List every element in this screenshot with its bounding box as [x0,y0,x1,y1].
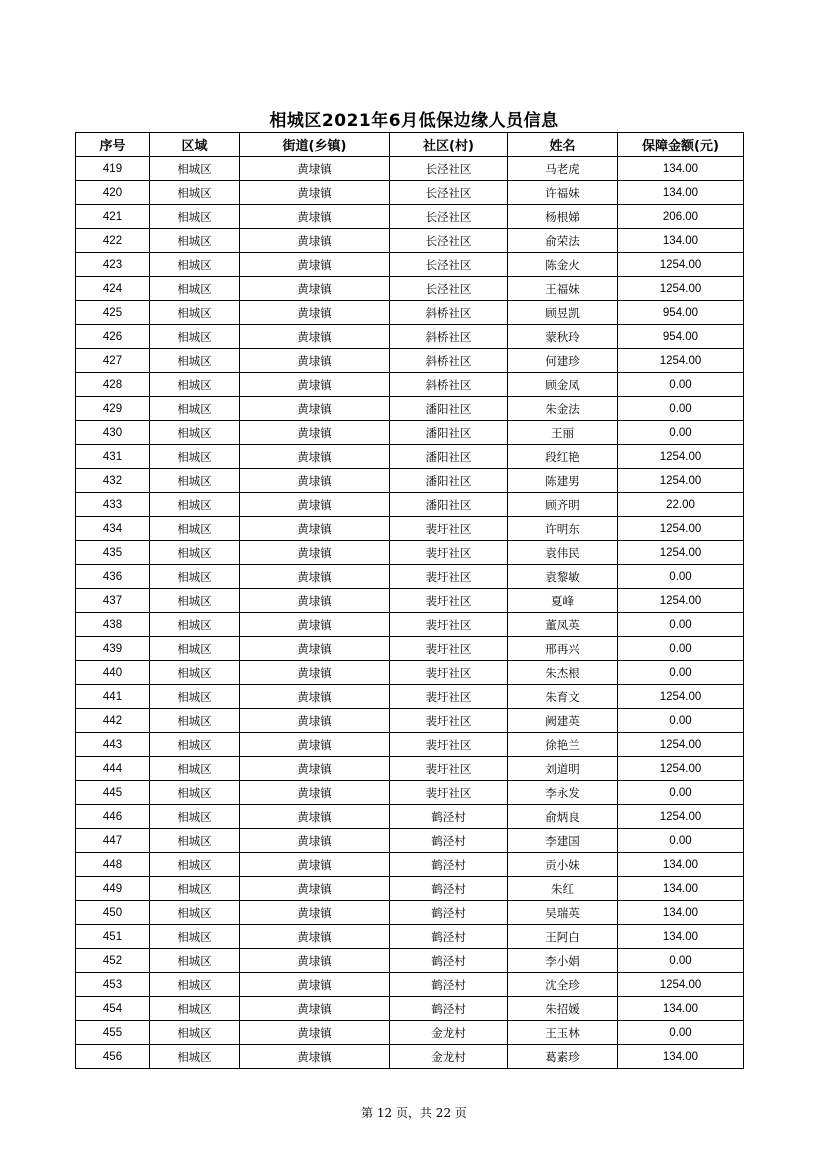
cell-amount: 1254.00 [618,277,744,301]
cell-community: 鹤泾村 [390,853,508,877]
cell-amount: 0.00 [618,637,744,661]
cell-amount: 1254.00 [618,685,744,709]
cell-region: 相城区 [150,469,240,493]
table-row [76,757,744,781]
cell-street: 黄埭镇 [240,157,390,181]
cell-street: 黄埭镇 [240,589,390,613]
table-row [76,877,744,901]
cell-region: 相城区 [150,709,240,733]
cell-name: 俞荣法 [508,229,618,253]
cell-seq: 435 [76,541,150,565]
cell-community: 裴圩社区 [390,541,508,565]
cell-seq: 456 [76,1045,150,1069]
cell-community: 金龙村 [390,1045,508,1069]
cell-region: 相城区 [150,781,240,805]
cell-amount: 134.00 [618,157,744,181]
table-row [76,301,744,325]
cell-community: 长泾社区 [390,253,508,277]
cell-name: 董凤英 [508,613,618,637]
cell-seq: 433 [76,493,150,517]
cell-region: 相城区 [150,877,240,901]
table-row [76,541,744,565]
cell-seq: 451 [76,925,150,949]
cell-seq: 447 [76,829,150,853]
cell-street: 黄埭镇 [240,181,390,205]
cell-amount: 0.00 [618,565,744,589]
cell-street: 黄埭镇 [240,397,390,421]
cell-community: 裴圩社区 [390,757,508,781]
cell-name: 徐艳兰 [508,733,618,757]
table-row [76,373,744,397]
cell-street: 黄埭镇 [240,277,390,301]
cell-amount: 134.00 [618,181,744,205]
cell-region: 相城区 [150,541,240,565]
cell-community: 鹤泾村 [390,949,508,973]
cell-name: 王阿白 [508,925,618,949]
cell-street: 黄埭镇 [240,421,390,445]
cell-community: 鹤泾村 [390,805,508,829]
header-row [76,133,744,157]
cell-seq: 438 [76,613,150,637]
cell-region: 相城区 [150,493,240,517]
cell-region: 相城区 [150,421,240,445]
cell-amount: 134.00 [618,997,744,1021]
cell-region: 相城区 [150,973,240,997]
cell-street: 黄埭镇 [240,973,390,997]
cell-region: 相城区 [150,277,240,301]
cell-seq: 420 [76,181,150,205]
cell-region: 相城区 [150,1045,240,1069]
table-row [76,229,744,253]
cell-seq: 425 [76,301,150,325]
cell-community: 长泾社区 [390,205,508,229]
data-table [75,132,744,1069]
cell-street: 黄埭镇 [240,205,390,229]
document-title: 相城区2021年6月低保边缘人员信息 [269,111,559,131]
cell-name: 朱红 [508,877,618,901]
cell-amount: 1254.00 [618,253,744,277]
cell-seq: 421 [76,205,150,229]
table-row [76,805,744,829]
cell-name: 邢再兴 [508,637,618,661]
cell-region: 相城区 [150,853,240,877]
cell-seq: 423 [76,253,150,277]
table-row [76,493,744,517]
cell-street: 黄埭镇 [240,661,390,685]
cell-street: 黄埭镇 [240,805,390,829]
header-community: 社区(村) [390,133,508,157]
cell-seq: 419 [76,157,150,181]
cell-seq: 439 [76,637,150,661]
cell-amount: 1254.00 [618,805,744,829]
cell-community: 裴圩社区 [390,685,508,709]
cell-name: 何建珍 [508,349,618,373]
header-amount: 保障金额(元) [618,133,744,157]
cell-seq: 455 [76,1021,150,1045]
cell-seq: 444 [76,757,150,781]
cell-region: 相城区 [150,589,240,613]
cell-seq: 424 [76,277,150,301]
header-name: 姓名 [508,133,618,157]
cell-street: 黄埭镇 [240,781,390,805]
cell-street: 黄埭镇 [240,877,390,901]
cell-seq: 453 [76,973,150,997]
header-seq: 序号 [76,133,150,157]
cell-region: 相城区 [150,349,240,373]
cell-name: 阙建英 [508,709,618,733]
cell-community: 裴圩社区 [390,613,508,637]
cell-amount: 134.00 [618,853,744,877]
cell-region: 相城区 [150,829,240,853]
cell-region: 相城区 [150,325,240,349]
cell-region: 相城区 [150,757,240,781]
table-row [76,445,744,469]
table-row [76,517,744,541]
cell-street: 黄埭镇 [240,853,390,877]
cell-name: 陈建男 [508,469,618,493]
table-row [76,733,744,757]
table-row [76,349,744,373]
cell-street: 黄埭镇 [240,949,390,973]
cell-seq: 431 [76,445,150,469]
cell-community: 裴圩社区 [390,517,508,541]
cell-amount: 0.00 [618,829,744,853]
cell-amount: 134.00 [618,229,744,253]
cell-community: 裴圩社区 [390,733,508,757]
table-row [76,1045,744,1069]
cell-region: 相城区 [150,229,240,253]
cell-community: 潘阳社区 [390,445,508,469]
cell-community: 长泾社区 [390,229,508,253]
table-row [76,901,744,925]
cell-amount: 1254.00 [618,541,744,565]
cell-region: 相城区 [150,925,240,949]
cell-region: 相城区 [150,253,240,277]
cell-street: 黄埭镇 [240,709,390,733]
cell-street: 黄埭镇 [240,829,390,853]
cell-seq: 441 [76,685,150,709]
cell-community: 鹤泾村 [390,973,508,997]
table-row [76,637,744,661]
cell-name: 朱金法 [508,397,618,421]
cell-seq: 430 [76,421,150,445]
table-row [76,613,744,637]
cell-name: 刘道明 [508,757,618,781]
cell-seq: 429 [76,397,150,421]
cell-community: 裴圩社区 [390,589,508,613]
cell-street: 黄埭镇 [240,541,390,565]
cell-amount: 954.00 [618,301,744,325]
table-row [76,205,744,229]
cell-community: 鹤泾村 [390,925,508,949]
cell-region: 相城区 [150,949,240,973]
cell-region: 相城区 [150,901,240,925]
cell-seq: 443 [76,733,150,757]
cell-amount: 0.00 [618,613,744,637]
cell-community: 长泾社区 [390,277,508,301]
header-street: 街道(乡镇) [240,133,390,157]
cell-seq: 434 [76,517,150,541]
cell-name: 顾金凤 [508,373,618,397]
cell-seq: 426 [76,325,150,349]
cell-amount: 206.00 [618,205,744,229]
table-row [76,925,744,949]
cell-street: 黄埭镇 [240,997,390,1021]
cell-community: 裴圩社区 [390,637,508,661]
cell-community: 斜桥社区 [390,325,508,349]
cell-region: 相城区 [150,733,240,757]
cell-community: 裴圩社区 [390,661,508,685]
cell-seq: 449 [76,877,150,901]
cell-name: 袁伟民 [508,541,618,565]
cell-amount: 0.00 [618,709,744,733]
cell-name: 王玉林 [508,1021,618,1045]
cell-amount: 134.00 [618,877,744,901]
cell-street: 黄埭镇 [240,733,390,757]
cell-region: 相城区 [150,1021,240,1045]
cell-amount: 134.00 [618,901,744,925]
cell-seq: 454 [76,997,150,1021]
table-row [76,853,744,877]
cell-name: 顾齐明 [508,493,618,517]
cell-name: 许福妹 [508,181,618,205]
table-row [76,661,744,685]
cell-region: 相城区 [150,397,240,421]
page-footer: 第 12 页，共 22 页 [361,1106,467,1120]
table-row [76,685,744,709]
cell-street: 黄埭镇 [240,373,390,397]
cell-region: 相城区 [150,205,240,229]
cell-region: 相城区 [150,373,240,397]
cell-region: 相城区 [150,613,240,637]
cell-name: 蒙秋玲 [508,325,618,349]
header-region: 区域 [150,133,240,157]
cell-region: 相城区 [150,661,240,685]
cell-seq: 427 [76,349,150,373]
cell-name: 杨根娣 [508,205,618,229]
cell-name: 夏峰 [508,589,618,613]
cell-name: 李建国 [508,829,618,853]
cell-amount: 1254.00 [618,469,744,493]
cell-seq: 437 [76,589,150,613]
cell-seq: 442 [76,709,150,733]
cell-name: 李小娟 [508,949,618,973]
table-row [76,949,744,973]
cell-community: 裴圩社区 [390,709,508,733]
cell-amount: 0.00 [618,397,744,421]
cell-street: 黄埭镇 [240,301,390,325]
cell-street: 黄埭镇 [240,925,390,949]
table-row [76,589,744,613]
cell-amount: 0.00 [618,949,744,973]
cell-street: 黄埭镇 [240,613,390,637]
table-row [76,997,744,1021]
cell-region: 相城区 [150,181,240,205]
table-row [76,565,744,589]
cell-amount: 0.00 [618,373,744,397]
cell-community: 潘阳社区 [390,397,508,421]
cell-name: 袁黎敏 [508,565,618,589]
cell-amount: 1254.00 [618,349,744,373]
cell-street: 黄埭镇 [240,757,390,781]
cell-region: 相城区 [150,157,240,181]
cell-region: 相城区 [150,637,240,661]
cell-name: 朱招媛 [508,997,618,1021]
cell-seq: 445 [76,781,150,805]
cell-name: 许明东 [508,517,618,541]
cell-seq: 446 [76,805,150,829]
cell-street: 黄埭镇 [240,901,390,925]
table-row [76,469,744,493]
table-row [76,781,744,805]
cell-street: 黄埭镇 [240,685,390,709]
cell-name: 王丽 [508,421,618,445]
cell-street: 黄埭镇 [240,349,390,373]
cell-seq: 450 [76,901,150,925]
table-row [76,325,744,349]
cell-community: 潘阳社区 [390,469,508,493]
cell-name: 俞炳良 [508,805,618,829]
table-row [76,829,744,853]
cell-name: 朱杰根 [508,661,618,685]
cell-street: 黄埭镇 [240,469,390,493]
cell-amount: 1254.00 [618,589,744,613]
cell-name: 朱育文 [508,685,618,709]
cell-community: 长泾社区 [390,181,508,205]
cell-seq: 452 [76,949,150,973]
cell-seq: 440 [76,661,150,685]
cell-name: 陈金火 [508,253,618,277]
cell-name: 顾昱凯 [508,301,618,325]
table-row [76,1021,744,1045]
cell-community: 鹤泾村 [390,877,508,901]
cell-region: 相城区 [150,997,240,1021]
cell-street: 黄埭镇 [240,325,390,349]
cell-street: 黄埭镇 [240,445,390,469]
cell-name: 段红艳 [508,445,618,469]
cell-community: 斜桥社区 [390,373,508,397]
cell-amount: 0.00 [618,661,744,685]
cell-name: 葛素珍 [508,1045,618,1069]
cell-region: 相城区 [150,565,240,589]
cell-community: 裴圩社区 [390,565,508,589]
cell-name: 马老虎 [508,157,618,181]
cell-amount: 134.00 [618,1045,744,1069]
cell-amount: 954.00 [618,325,744,349]
cell-seq: 428 [76,373,150,397]
cell-amount: 0.00 [618,421,744,445]
cell-region: 相城区 [150,301,240,325]
cell-amount: 134.00 [618,925,744,949]
cell-community: 鹤泾村 [390,901,508,925]
cell-community: 裴圩社区 [390,781,508,805]
cell-name: 王福妹 [508,277,618,301]
cell-name: 吴瑞英 [508,901,618,925]
table-body [76,157,744,1069]
cell-community: 潘阳社区 [390,421,508,445]
cell-amount: 1254.00 [618,733,744,757]
cell-community: 斜桥社区 [390,349,508,373]
cell-street: 黄埭镇 [240,637,390,661]
cell-community: 鹤泾村 [390,997,508,1021]
table-row [76,253,744,277]
cell-region: 相城区 [150,445,240,469]
cell-seq: 448 [76,853,150,877]
cell-street: 黄埭镇 [240,253,390,277]
table-row [76,973,744,997]
cell-region: 相城区 [150,805,240,829]
cell-name: 李永发 [508,781,618,805]
cell-community: 长泾社区 [390,157,508,181]
cell-amount: 0.00 [618,1021,744,1045]
cell-community: 潘阳社区 [390,493,508,517]
cell-seq: 432 [76,469,150,493]
cell-community: 鹤泾村 [390,829,508,853]
cell-street: 黄埭镇 [240,493,390,517]
table-row [76,709,744,733]
cell-amount: 1254.00 [618,517,744,541]
cell-amount: 0.00 [618,781,744,805]
cell-community: 斜桥社区 [390,301,508,325]
cell-street: 黄埭镇 [240,517,390,541]
table-row [76,181,744,205]
table-row [76,421,744,445]
cell-amount: 22.00 [618,493,744,517]
cell-street: 黄埭镇 [240,1045,390,1069]
cell-street: 黄埭镇 [240,565,390,589]
cell-seq: 436 [76,565,150,589]
table-row [76,277,744,301]
cell-region: 相城区 [150,685,240,709]
cell-seq: 422 [76,229,150,253]
table-row [76,397,744,421]
cell-amount: 1254.00 [618,445,744,469]
cell-amount: 1254.00 [618,973,744,997]
cell-street: 黄埭镇 [240,1021,390,1045]
cell-region: 相城区 [150,517,240,541]
cell-community: 金龙村 [390,1021,508,1045]
cell-street: 黄埭镇 [240,229,390,253]
cell-name: 贡小妹 [508,853,618,877]
cell-name: 沈全珍 [508,973,618,997]
cell-amount: 1254.00 [618,757,744,781]
table-row [76,157,744,181]
